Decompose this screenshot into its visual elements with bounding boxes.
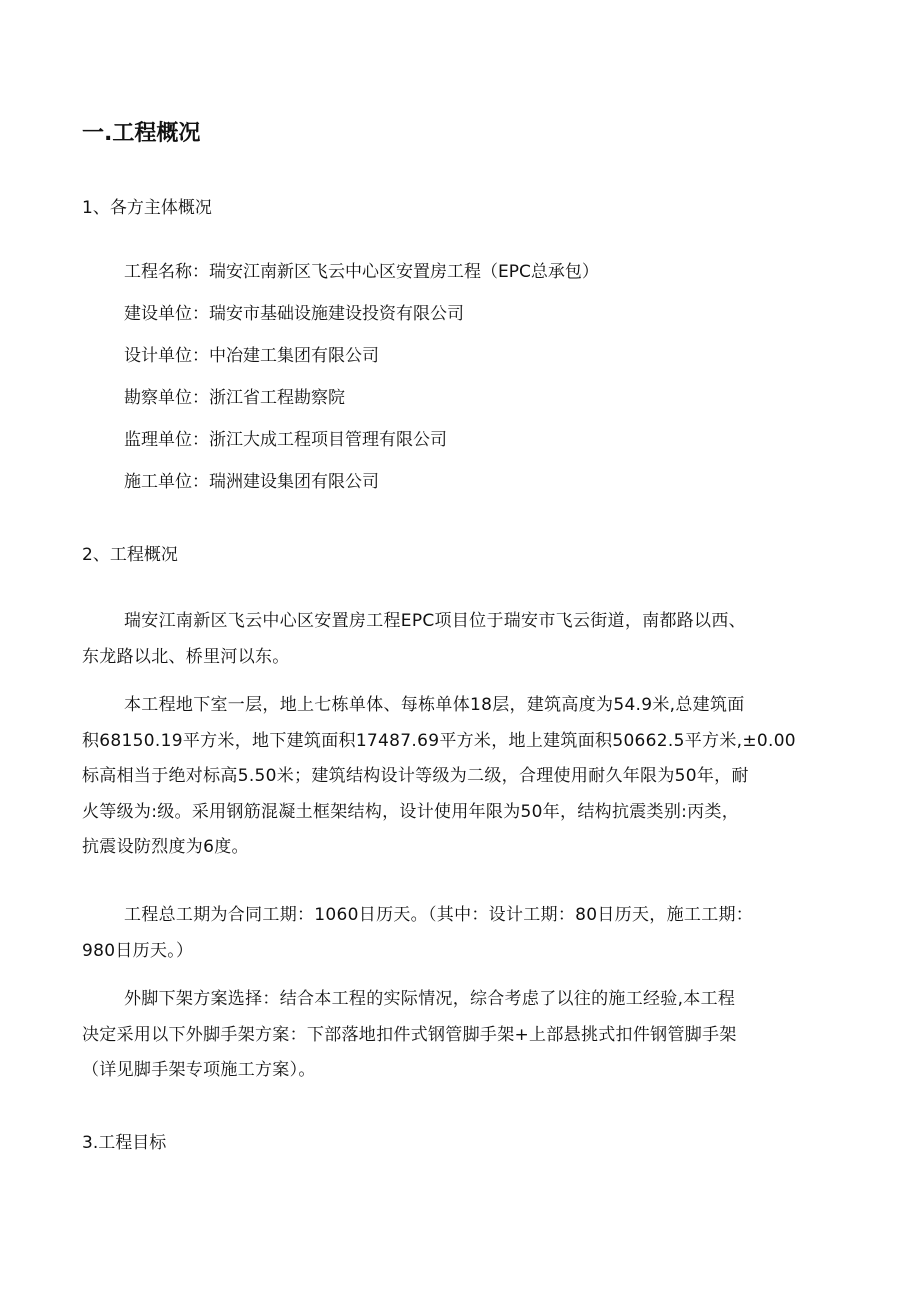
party-label: 建设单位： [124, 304, 209, 324]
party-value: 瑞安江南新区飞云中心区安置房工程（EPC总承包） [209, 262, 599, 282]
party-row-contractor [124, 468, 599, 510]
party-value: 瑞安市基础设施建设投资有限公司 [209, 304, 464, 324]
paragraph-line: （详见脚手架专项施工方案）。 [82, 1060, 316, 1080]
party-value: 浙江省工程勘察院 [209, 388, 345, 408]
section1-title: 1、各方主体概况 [82, 198, 212, 218]
party-label: 工程名称： [124, 262, 209, 282]
section3-title: 3.工程目标 [82, 1133, 167, 1153]
party-list [124, 258, 599, 510]
paragraph-line: 980日历天。） [82, 940, 194, 961]
party-row-supervisor [124, 426, 599, 468]
party-row-project-name [124, 258, 599, 300]
paragraph-line: 抗震设防烈度为6度。 [82, 837, 249, 857]
paragraph-line: 积68150.19平方米，地下建筑面积17487.69平方米，地上建筑面积50662.5平方米,±0.00 [82, 730, 796, 751]
party-row-designer [124, 342, 599, 384]
paragraph-schedule [82, 898, 840, 969]
party-row-owner [124, 300, 599, 342]
party-row-surveyor [124, 384, 599, 426]
paragraph-line: 外脚下架方案选择：结合本工程的实际情况，综合考虑了以往的施工经验,本工程 [124, 989, 736, 1009]
paragraph-line: 决定采用以下外脚手架方案：下部落地扣件式钢管脚手架+上部悬挑式扣件钢管脚手架 [82, 1024, 737, 1045]
paragraph-line: 本工程地下室一层，地上七栋单体、每栋单体18层，建筑高度为54.9米,总建筑面 [124, 695, 745, 715]
paragraph-location [82, 604, 840, 675]
paragraph-line: 瑞安江南新区飞云中心区安置房工程EPC项目位于瑞安市飞云街道，南都路以西、 [124, 611, 746, 631]
paragraph-line: 标高相当于绝对标高5.50米；建筑结构设计等级为二级，合理使用耐久年限为50年，耐 [82, 766, 749, 786]
party-label: 勘察单位： [124, 388, 209, 408]
party-label: 监理单位： [124, 430, 209, 450]
section2-title: 2、工程概况 [82, 545, 178, 565]
paragraph-line: 火等级为:级。采用钢筋混凝土框架结构，设计使用年限为50年，结构抗震类别:丙类， [82, 801, 740, 822]
page-heading: 一.工程概况 [82, 121, 201, 146]
party-value: 中冶建工集团有限公司 [209, 346, 379, 366]
party-value: 浙江大成工程项目管理有限公司 [209, 430, 447, 450]
paragraph-line: 东龙路以北、桥里河以东。 [82, 646, 290, 667]
party-value: 瑞洲建设集团有限公司 [209, 472, 379, 492]
paragraph-scaffold-plan [82, 982, 840, 1089]
party-label: 设计单位： [124, 346, 209, 366]
paragraph-line: 工程总工期为合同工期：1060日历天。（其中：设计工期：80日历天，施工工期： [124, 905, 754, 925]
party-label: 施工单位： [124, 472, 209, 492]
paragraph-building-info [82, 688, 840, 866]
